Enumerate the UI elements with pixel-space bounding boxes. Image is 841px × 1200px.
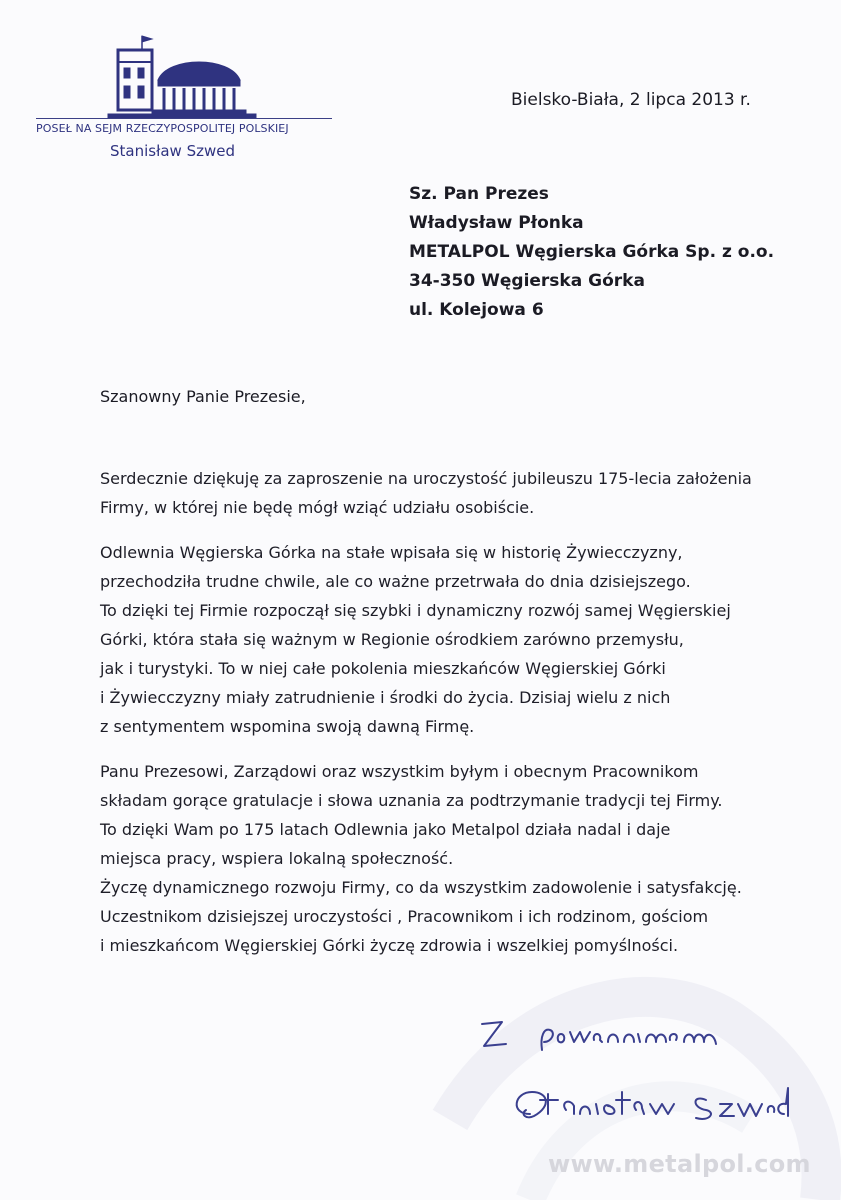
- text-line: Życzę dynamicznego rozwoju Firmy, co da wszystkim zadowolenie i satysfakcję.: [100, 878, 742, 897]
- letter-body: [100, 464, 820, 976]
- text-line: i mieszkańcom Węgierskiej Górki życzę zdrowia i wszelkiej pomyślności.: [100, 936, 679, 955]
- letterhead-office: POSEŁ NA SEJM RZECZYPOSPOLITEJ POLSKIEJ: [36, 122, 289, 135]
- recipient-line: Władysław Płonka: [409, 213, 584, 233]
- handwritten-signature: [470, 1010, 810, 1130]
- recipient-line: 34-350 Węgierska Górka: [409, 271, 645, 291]
- text-line: To dzięki tej Firmie rozpoczął się szybki i dynamiczny rozwój samej Węgierskiej: [100, 601, 731, 620]
- letter-date: Bielsko-Biała, 2 lipca 2013 r.: [511, 90, 751, 110]
- paragraph: [100, 757, 820, 960]
- text-line: To dzięki Wam po 175 latach Odlewnia jako Metalpol działa nadal i daje: [100, 820, 671, 839]
- text-line: Odlewnia Węgierska Górka na stałe wpisała się w historię Żywiecczyzny,: [100, 543, 683, 562]
- paragraph: [100, 464, 820, 522]
- recipient-address: [409, 180, 774, 325]
- recipient-line: Sz. Pan Prezes: [409, 184, 549, 204]
- text-line: Panu Prezesowi, Zarządowi oraz wszystkim byłym i obecnym Pracownikom: [100, 762, 699, 781]
- text-line: przechodziła trudne chwile, ale co ważne przetrwała do dnia dzisiejszego.: [100, 572, 691, 591]
- text-line: Uczestnikom dzisiejszej uroczystości , Pracownikom i ich rodzinom, gościom: [100, 907, 709, 926]
- recipient-line: METALPOL Węgierska Górka Sp. z o.o.: [409, 242, 775, 262]
- text-line: składam gorące gratulacje i słowa uznania za podtrzymanie tradycji tej Firmy.: [100, 791, 723, 810]
- text-line: i Żywiecczyzny miały zatrudnienie i środki do życia. Dzisiaj wielu z nich: [100, 688, 671, 707]
- salutation: Szanowny Panie Prezesie,: [100, 387, 306, 406]
- watermark-url: www.metalpol.com: [548, 1150, 811, 1178]
- recipient-line: ul. Kolejowa 6: [409, 300, 544, 320]
- text-line: Górki, która stała się ważnym w Regionie ośrodkiem zarówno przemysłu,: [100, 630, 684, 649]
- text-line: Serdecznie dziękuję za zaproszenie na uroczystość jubileuszu 175-lecia założenia: [100, 469, 752, 488]
- text-line: miejsca pracy, wspiera lokalną społeczność.: [100, 849, 454, 868]
- text-line: z sentymentem wspomina swoją dawną Firmę.: [100, 717, 475, 736]
- letterhead-rule: [36, 118, 332, 119]
- paragraph: [100, 538, 820, 741]
- sejm-building-emblem: [98, 30, 258, 120]
- text-line: jak i turystyki. To w niej całe pokolenia mieszkańców Węgierskiej Górki: [100, 659, 666, 678]
- text-line: Firmy, w której nie będę mógł wziąć udziału osobiście.: [100, 498, 535, 517]
- letterhead-name: Stanisław Szwed: [110, 142, 235, 160]
